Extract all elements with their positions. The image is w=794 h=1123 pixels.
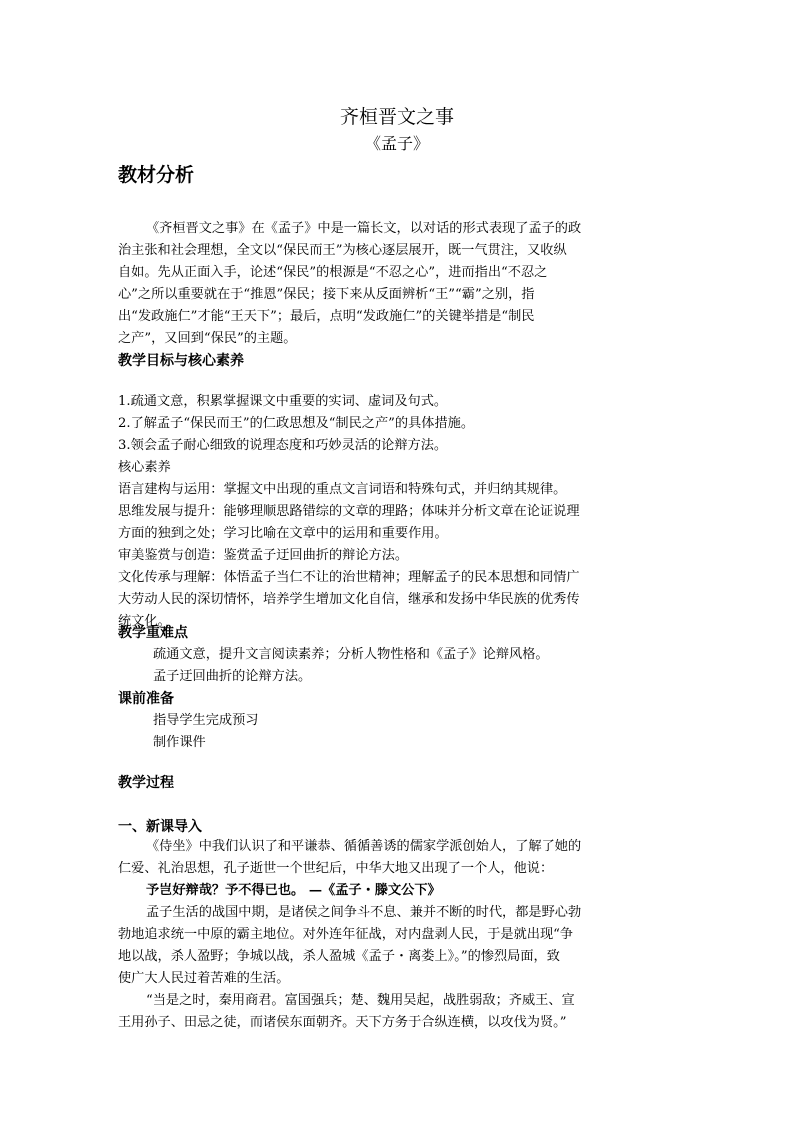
document-subtitle: 《孟子》 (364, 134, 429, 153)
goal-line: 核心素养 (118, 460, 171, 475)
intro-line: 使广大人民过着苦难的生活。 (118, 971, 290, 986)
heading-textbook-analysis: 教材分析 (118, 164, 195, 186)
intro-line: 孟子生活的战国中期，是诸侯之间争斗不息、兼并不断的时代，都是野心勃 (146, 905, 582, 920)
goal-line: 语言建构与运用：掌握文中出现的重点文言词语和特殊句式，并归纳其规律。 (118, 482, 567, 497)
intro-line: 《侍坐》中我们认识了和平谦恭、循循善诱的儒家学派创始人，了解了她的 (146, 839, 582, 854)
document-title: 齐桓晋文之事 (339, 106, 454, 128)
goal-line: 大劳动人民的深切情怀，培养学生增加文化自信，继承和发扬中华民族的优秀传 (118, 592, 580, 607)
goal-line: 审美鉴赏与创造：鉴赏孟子迂回曲折的辩论方法。 (118, 548, 409, 563)
intro-line: 地以战，杀人盈野；争城以战，杀人盈城《孟子・离娄上》。”的惨烈局面，致 (118, 949, 560, 964)
intro-line: “当是之时，秦用商君。富国强兵；楚、魏用吴起，战胜弱敌；齐威王、宣 (146, 993, 575, 1008)
intro-line: 王用孙子、田忌之徒，而诸侯东面朝齐。天下方务于合纵连横，以攻伐为贤。” (118, 1015, 567, 1030)
goal-line: 2.了解孟子“保民而王”的仁政思想及“制民之产”的具体措施。 (118, 416, 475, 431)
heading-preparation: 课前准备 (118, 691, 174, 707)
heading-lesson-intro: 一、新课导入 (118, 819, 202, 835)
goal-line: 思维发展与提升：能够理顺思路错综的文章的理路；体味并分析文章在论证说理 (118, 504, 580, 519)
goal-line: 方面的独到之处；学习比喻在文章中的运用和重要作用。 (118, 526, 448, 541)
intro-quote: 予岂好辩哉？予不得已也。 —《孟子・滕文公下》 (146, 883, 441, 898)
prep-line: 指导学生完成预习 (153, 713, 259, 728)
difficulty-line: 疏通文意，提升文言阅读素养；分析人物性格和《孟子》论辩风格。 (153, 647, 549, 662)
intro-line: 仁爱、礼治思想，孔子逝世一个世纪后，中华大地又出现了一个人，他说： (118, 861, 554, 876)
prep-line: 制作课件 (153, 735, 206, 750)
heading-key-difficulties: 教学重难点 (118, 625, 188, 641)
analysis-line: 治主张和社会理想，全文以“保民而王”为核心逐层展开，既一气贯注，又收纵 (118, 243, 567, 258)
analysis-line: 之产”，又回到“保民”的主题。 (118, 331, 297, 346)
intro-line: 勃地追求统一中原的霸主地位。对外连年征战，对内盘剥人民，于是就出现“争 (118, 927, 574, 942)
analysis-line: 心”之所以重要就在于“推恩”保民；接下来从反面辨析“王”“霸”之别，指 (118, 287, 535, 302)
heading-teaching-goals: 教学目标与核心素养 (118, 353, 244, 369)
goal-line: 3.领会孟子耐心细致的说理态度和巧妙灵活的论辩方法。 (118, 438, 448, 453)
goal-line: 1.疏通文意，积累掌握课文中重要的实词、虚词及句式。 (118, 394, 448, 409)
analysis-line: 出“发政施仁”才能“王天下”；最后，点明“发政施仁”的关键举措是“制民 (118, 309, 535, 324)
goal-line: 统文化。 (118, 614, 171, 629)
analysis-line: 自如。先从正面入手，论述“保民”的根源是“不忍之心”，进而指出“不忍之 (118, 265, 548, 280)
heading-teaching-process: 教学过程 (118, 775, 174, 791)
goal-line: 文化传承与理解：体悟孟子当仁不让的治世精神；理解孟子的民本思想和同情广 (118, 570, 580, 585)
difficulty-line: 孟子迂回曲折的论辩方法。 (153, 669, 312, 684)
analysis-line: 《齐桓晋文之事》在《孟子》中是一篇长文，以对话的形式表现了孟子的政 (146, 221, 582, 236)
